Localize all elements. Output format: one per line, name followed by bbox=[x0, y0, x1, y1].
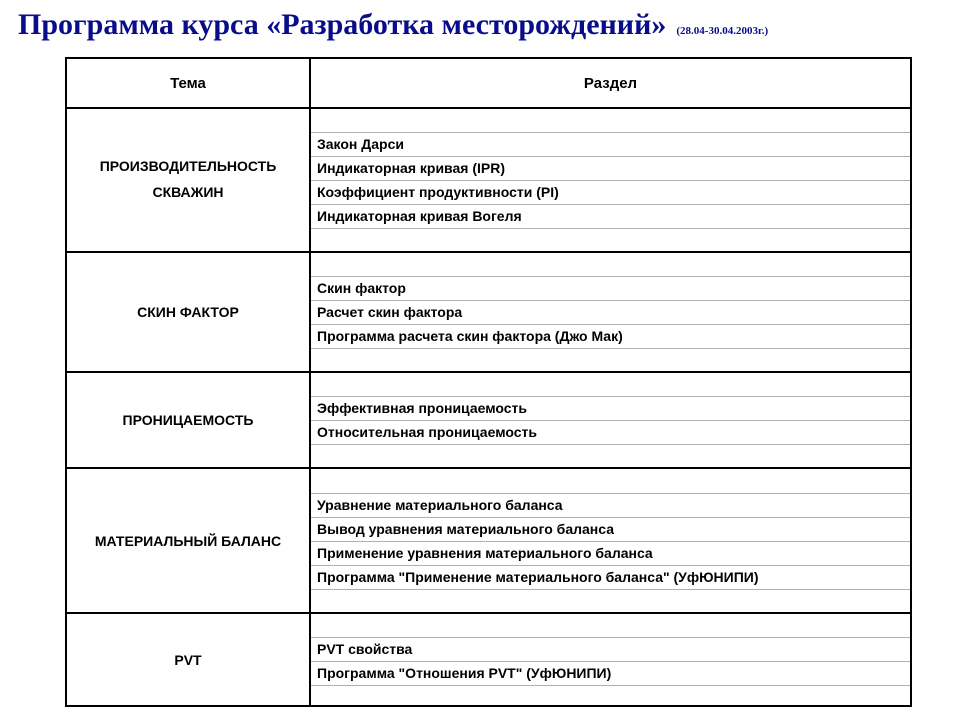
section-row: Программа "Отношения PVT" (УфЮНИПИ) bbox=[311, 662, 910, 686]
blank-row bbox=[311, 614, 910, 638]
section-row: Индикаторная кривая Вогеля bbox=[311, 205, 910, 229]
blank-row bbox=[311, 253, 910, 277]
section-row: Программа расчета скин фактора (Джо Мак) bbox=[311, 325, 910, 349]
topic-cell: ПРОИЗВОДИТЕЛЬНОСТЬ СКВАЖИН bbox=[99, 158, 277, 200]
topic-group-skin-factor bbox=[67, 253, 910, 373]
title-dates: (28.04-30.04.2003г.) bbox=[676, 25, 769, 37]
section-row: Относительная проницаемость bbox=[311, 421, 910, 445]
topic-cell: МАТЕРИАЛЬНЫЙ БАЛАНС bbox=[94, 532, 282, 549]
section-row: Уравнение материального баланса bbox=[311, 494, 910, 518]
topic-cell: СКИН ФАКТОР bbox=[137, 304, 239, 320]
section-row: Применение уравнения материального баланса bbox=[311, 542, 910, 566]
section-list bbox=[311, 469, 910, 612]
section-list bbox=[311, 107, 910, 251]
page-title bbox=[18, 8, 958, 42]
header-section: Раздел bbox=[583, 74, 638, 92]
topic-cell: ПРОНИЦАЕМОСТЬ bbox=[122, 412, 254, 428]
topic-group-productivity bbox=[67, 107, 910, 253]
blank-row bbox=[311, 107, 910, 133]
course-table bbox=[65, 57, 912, 707]
section-row: Программа "Применение материального баланса" (УфЮНИПИ) bbox=[311, 566, 910, 590]
blank-row bbox=[311, 373, 910, 397]
section-list bbox=[311, 253, 910, 371]
section-row: Эффективная проницаемость bbox=[311, 397, 910, 421]
table-header bbox=[67, 59, 910, 109]
section-row: Индикаторная кривая (IPR) bbox=[311, 157, 910, 181]
topic-group-permeability bbox=[67, 373, 910, 469]
title-main: Программа курса «Разработка месторождений» bbox=[18, 8, 667, 41]
blank-row bbox=[311, 469, 910, 494]
section-row: PVT свойства bbox=[311, 638, 910, 662]
header-topic: Тема bbox=[170, 74, 206, 92]
topic-group-pvt bbox=[67, 614, 910, 705]
section-row: Расчет скин фактора bbox=[311, 301, 910, 325]
section-list bbox=[311, 614, 910, 705]
section-row: Коэффициент продуктивности (PI) bbox=[311, 181, 910, 205]
section-list bbox=[311, 373, 910, 467]
section-row: Скин фактор bbox=[311, 277, 910, 301]
section-row: Закон Дарси bbox=[311, 133, 910, 157]
topic-cell: PVT bbox=[174, 651, 202, 668]
section-row: Вывод уравнения материального баланса bbox=[311, 518, 910, 542]
topic-group-material-balance bbox=[67, 469, 910, 614]
